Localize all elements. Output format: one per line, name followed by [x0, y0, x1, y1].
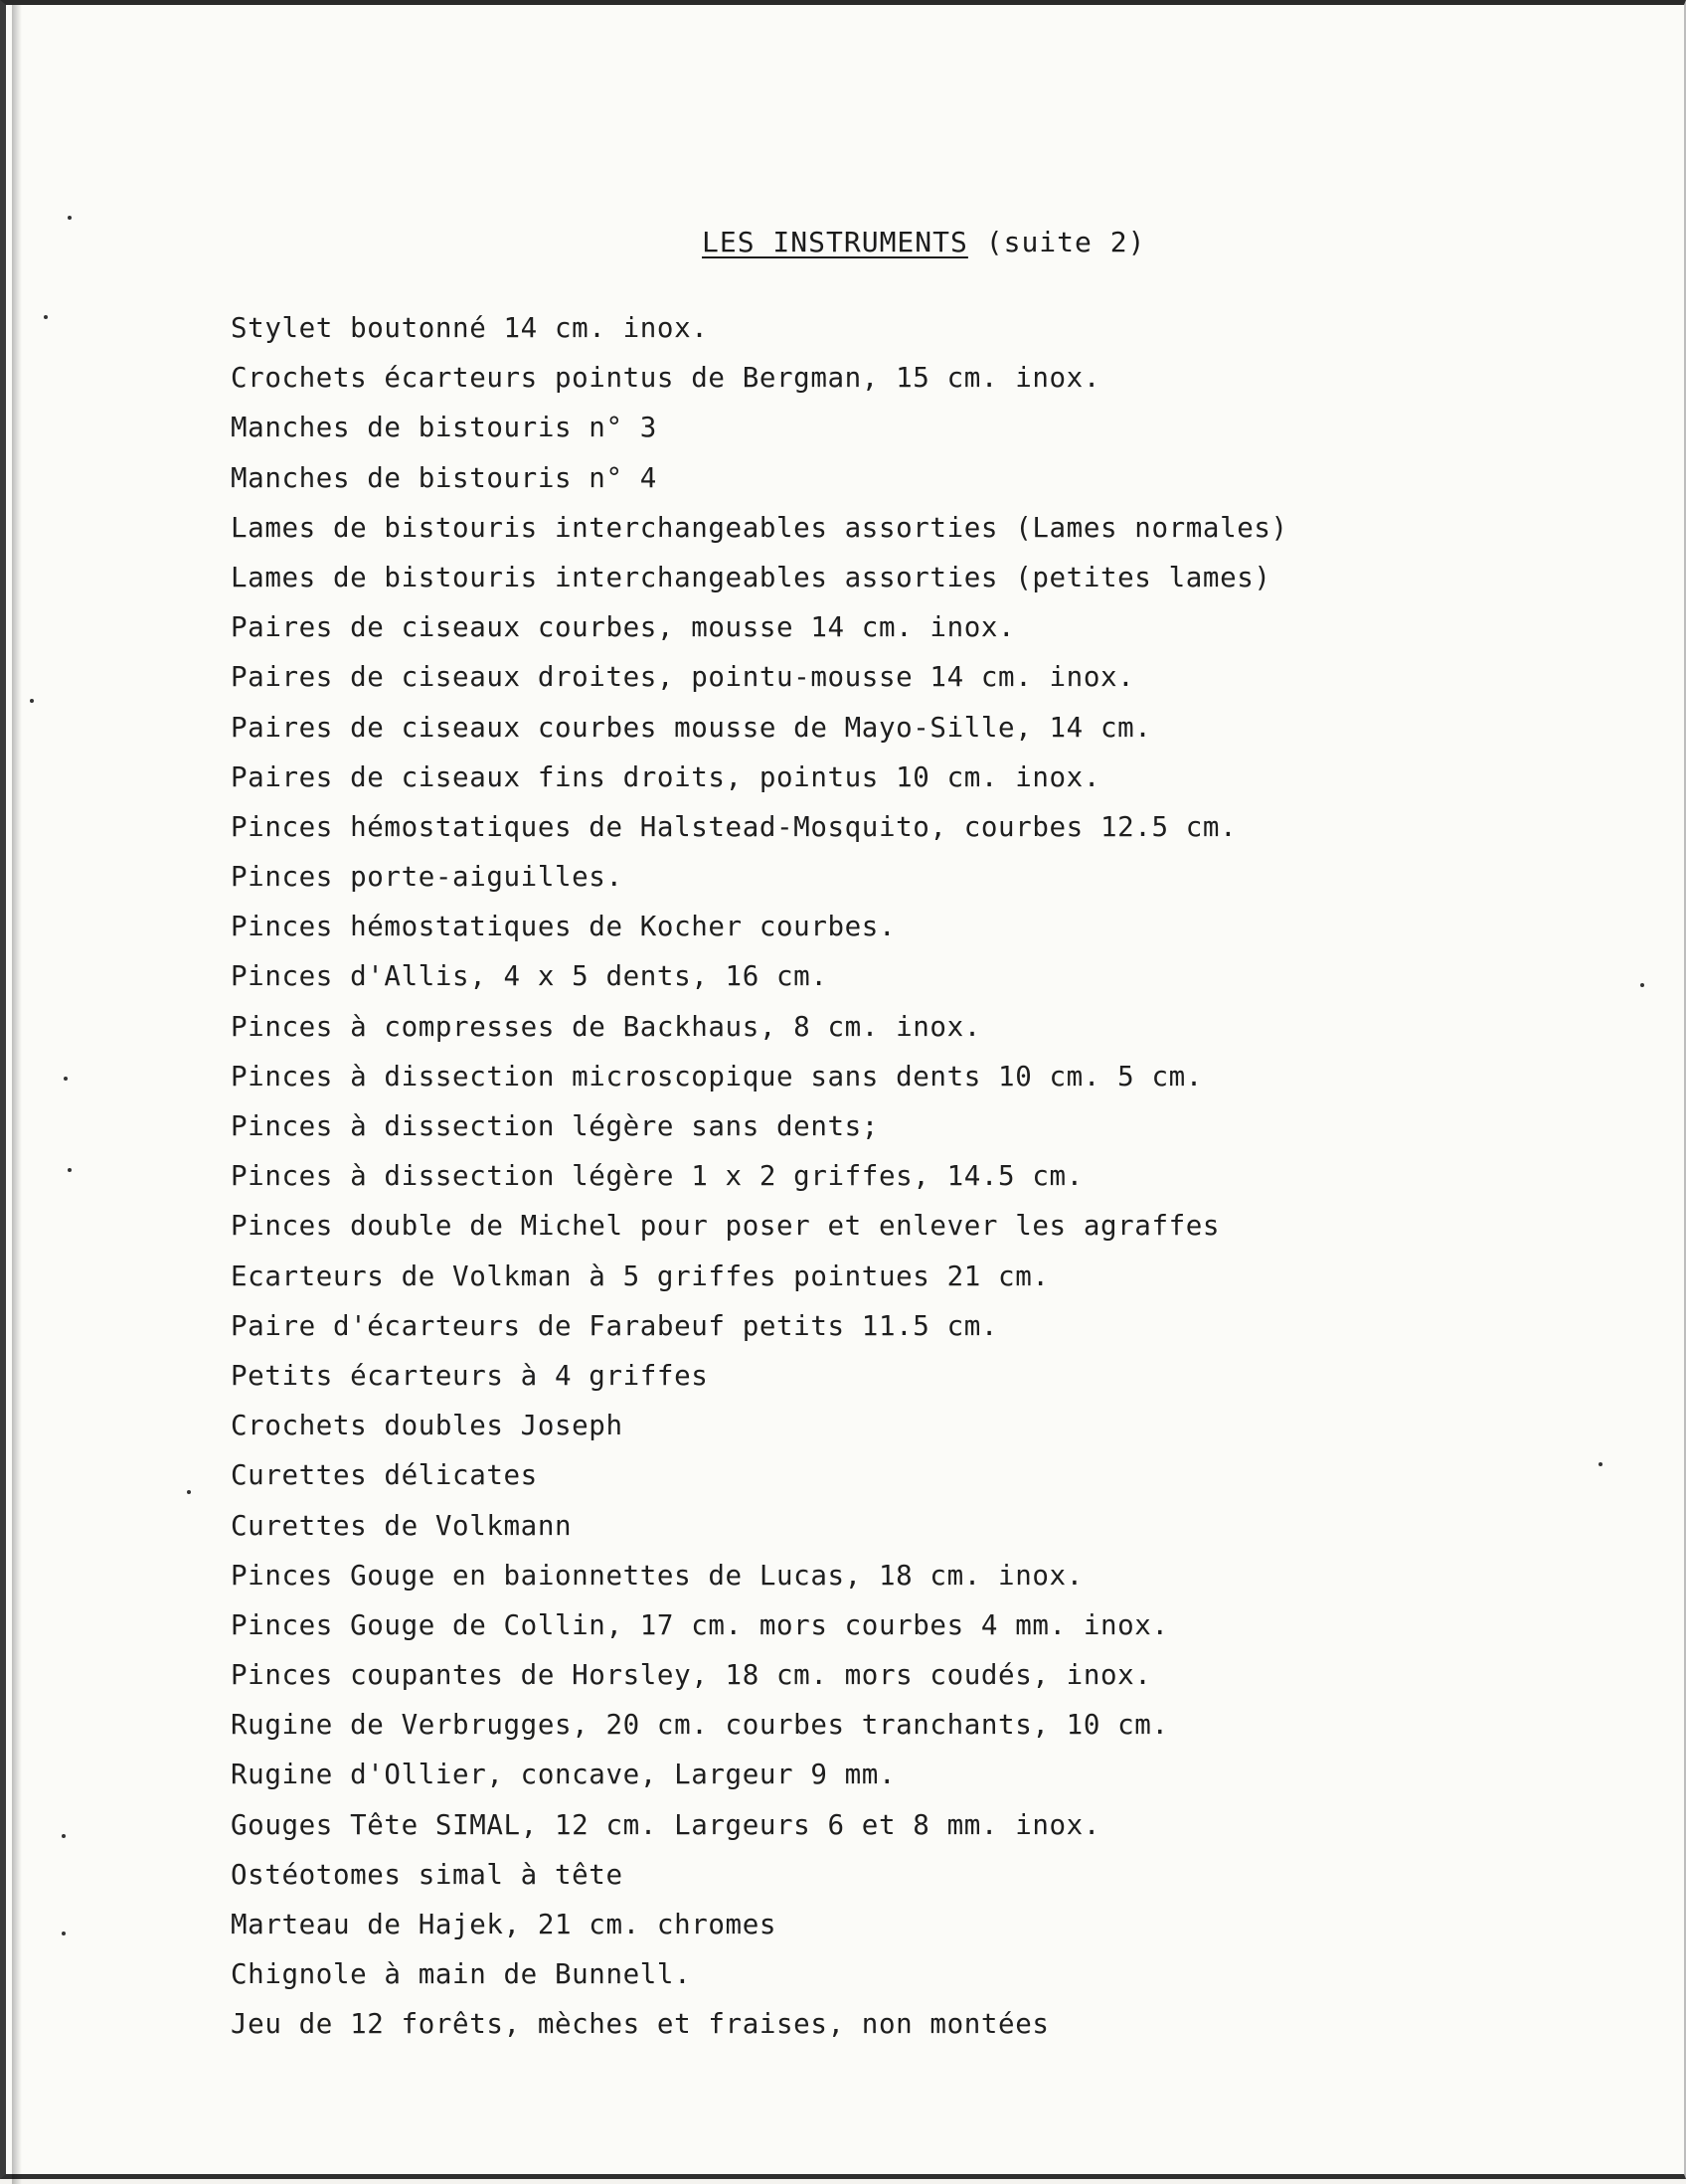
list-item: Petits écarteurs à 4 griffes	[231, 1359, 709, 1392]
list-item: Pinces porte-aiguilles.	[231, 861, 623, 894]
list-item: Pinces d'Allis, 4 x 5 dents, 16 cm.	[231, 960, 828, 993]
list-item: Stylet boutonné 14 cm. inox.	[231, 312, 709, 344]
list-item: Pinces à dissection légère sans dents;	[231, 1110, 879, 1142]
list-item: Pinces coupantes de Horsley, 18 cm. mors coudés, inox.	[231, 1659, 1152, 1692]
list-item: Lames de bistouris interchangeables assorties (petites lames)	[231, 561, 1271, 593]
list-item: Curettes délicates	[231, 1459, 538, 1492]
list-item: Ecarteurs de Volkman à 5 griffes pointues 21 cm.	[231, 1260, 1050, 1292]
list-item: Manches de bistouris n° 3	[231, 412, 657, 444]
list-item: Paires de ciseaux courbes mousse de Mayo-Sille, 14 cm.	[231, 711, 1152, 744]
list-item: Chignole à main de Bunnell.	[231, 1958, 692, 1991]
list-item: Pinces à dissection légère 1 x 2 griffes, 14.5 cm.	[231, 1160, 1084, 1193]
page-title	[702, 226, 1145, 258]
scan-speck	[62, 1932, 66, 1935]
scan-edge-shadow	[12, 5, 22, 2184]
list-item: Gouges Tête SIMAL, 12 cm. Largeurs 6 et 8 mm. inox.	[231, 1808, 1100, 1841]
list-item: Crochets écarteurs pointus de Bergman, 15 cm. inox.	[231, 362, 1100, 395]
scan-speck	[68, 216, 72, 220]
scan-speck	[68, 1168, 72, 1172]
list-item: Pinces à compresses de Backhaus, 8 cm. inox.	[231, 1010, 981, 1043]
scan-speck	[62, 1834, 66, 1838]
scan-speck	[64, 1077, 68, 1081]
list-item: Pinces hémostatiques de Kocher courbes.	[231, 911, 897, 943]
page-title-main: LES INSTRUMENTS	[702, 226, 968, 258]
scan-speck	[1599, 1462, 1602, 1466]
list-item: Rugine de Verbrugges, 20 cm. courbes tranchants, 10 cm.	[231, 1709, 1169, 1742]
scan-speck	[30, 699, 34, 703]
list-item: Paires de ciseaux fins droits, pointus 10 cm. inox.	[231, 760, 1100, 793]
list-item: Paire d'écarteurs de Farabeuf petits 11.5 cm.	[231, 1309, 999, 1342]
list-item: Lames de bistouris interchangeables assorties (Lames normales)	[231, 511, 1288, 544]
list-item: Rugine d'Ollier, concave, Largeur 9 mm.	[231, 1759, 897, 1791]
scan-speck	[44, 315, 48, 319]
page-title-suffix: (suite 2)	[985, 226, 1146, 258]
list-item: Pinces Gouge de Collin, 17 cm. mors courbes 4 mm. inox.	[231, 1608, 1169, 1641]
scan-speck	[187, 1490, 191, 1494]
list-item: Pinces à dissection microscopique sans dents 10 cm. 5 cm.	[231, 1060, 1203, 1092]
list-item: Pinces hémostatiques de Halstead-Mosquito, courbes 12.5 cm.	[231, 810, 1238, 843]
list-item: Manches de bistouris n° 4	[231, 461, 657, 494]
list-item: Paires de ciseaux courbes, mousse 14 cm. inox.	[231, 611, 1016, 644]
list-item: Curettes de Volkmann	[231, 1509, 573, 1542]
scan-speck	[1640, 983, 1644, 987]
list-item: Pinces double de Michel pour poser et enlever les agraffes	[231, 1210, 1221, 1243]
instrument-list	[231, 303, 1622, 2050]
list-item: Paires de ciseaux droites, pointu-mousse 14 cm. inox.	[231, 661, 1135, 694]
list-item: Crochets doubles Joseph	[231, 1410, 623, 1442]
list-item: Marteau de Hajek, 21 cm. chromes	[231, 1909, 777, 1940]
list-item: Ostéotomes simal à tête	[231, 1858, 623, 1891]
list-item: Pinces Gouge en baionnettes de Lucas, 18 cm. inox.	[231, 1559, 1084, 1592]
list-item: Jeu de 12 forêts, mèches et fraises, non montées	[231, 2008, 1050, 2041]
